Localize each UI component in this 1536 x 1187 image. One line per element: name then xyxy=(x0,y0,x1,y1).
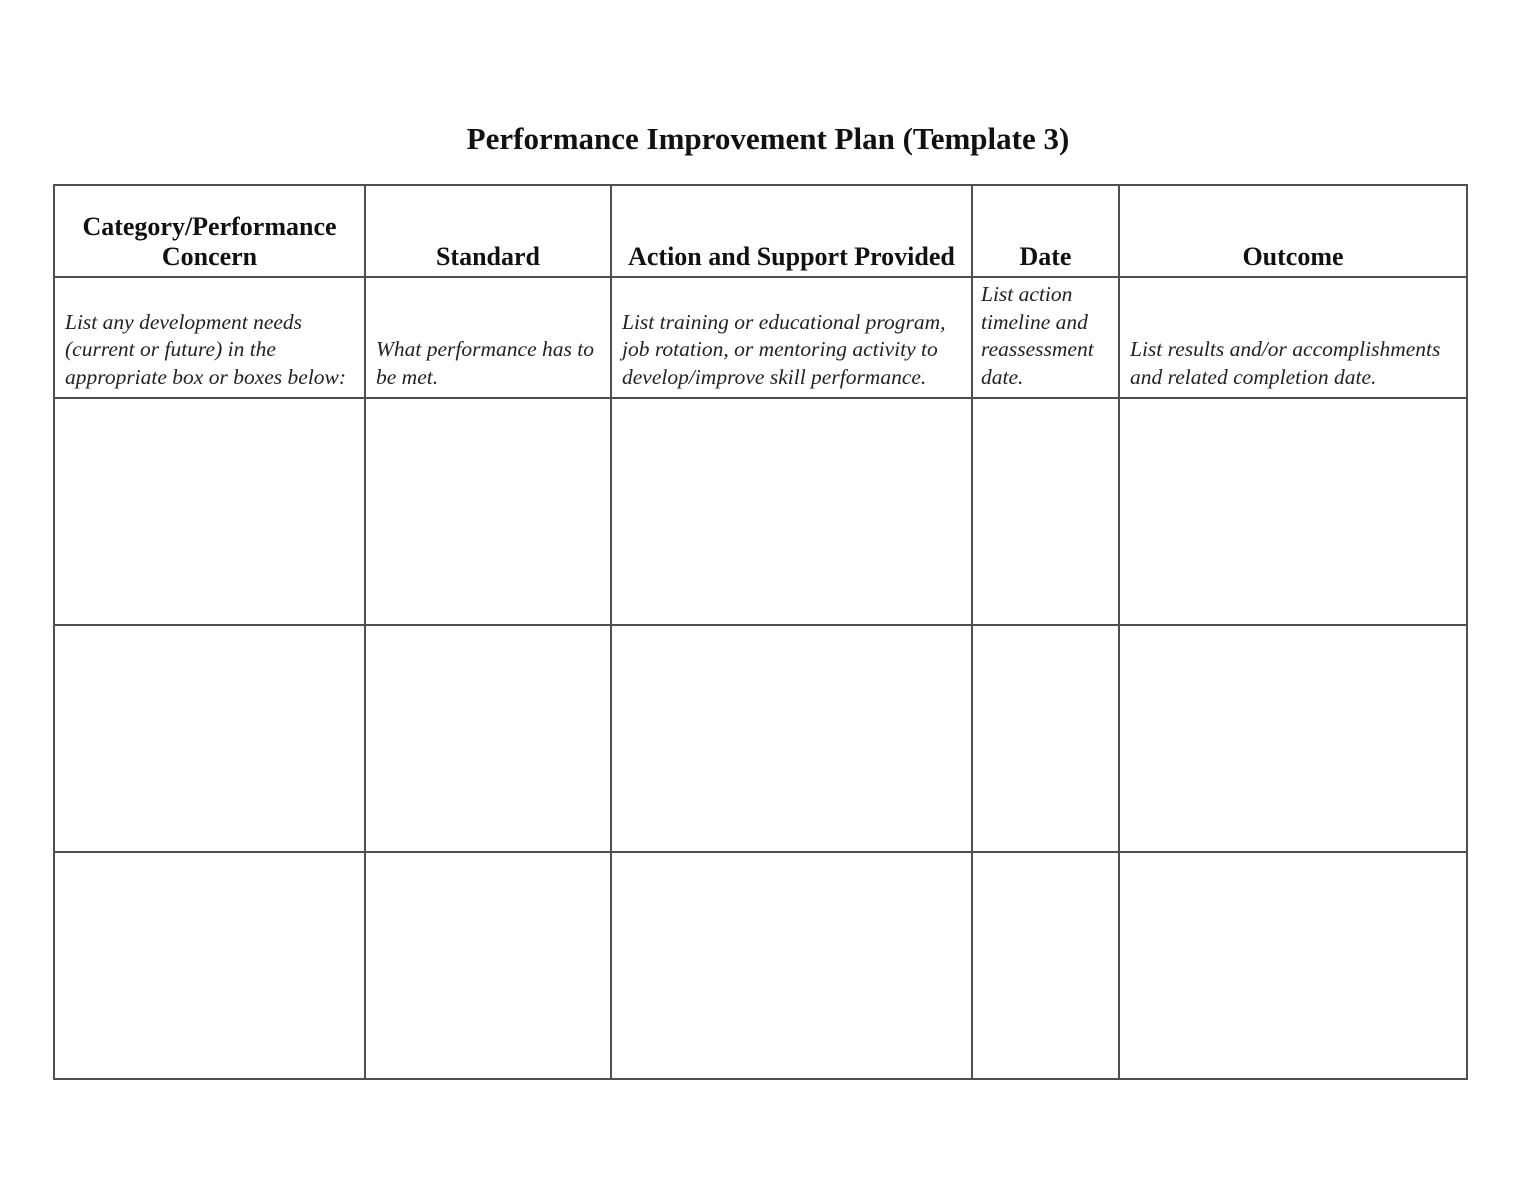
entry-cell-date xyxy=(972,852,1119,1079)
document-title: Performance Improvement Plan (Template 3) xyxy=(466,121,1070,156)
instruction-cell-date: List action timeline and reassessment date. xyxy=(972,277,1119,398)
entry-cell-category xyxy=(54,625,365,852)
table-row xyxy=(54,625,1467,852)
performance-improvement-plan-table xyxy=(53,184,1468,1080)
header-cell-outcome: Outcome xyxy=(1119,185,1467,277)
instruction-cell-standard: What performance has to be met. xyxy=(365,277,611,398)
entry-cell-category xyxy=(54,398,365,625)
header-cell-category-performance-concern: Category/Performance Concern xyxy=(54,185,365,277)
instruction-row xyxy=(54,277,1467,398)
entry-cell-action xyxy=(611,625,972,852)
header-cell-action-and-support-provided: Action and Support Provided xyxy=(611,185,972,277)
instruction-cell-outcome: List results and/or accomplishments and related completion date. xyxy=(1119,277,1467,398)
header-row xyxy=(54,185,1467,277)
entry-cell-standard xyxy=(365,625,611,852)
entry-cell-standard xyxy=(365,852,611,1079)
entry-cell-date xyxy=(972,398,1119,625)
entry-cell-outcome xyxy=(1119,852,1467,1079)
table-row xyxy=(54,852,1467,1079)
entry-cell-action xyxy=(611,852,972,1079)
entry-cell-date xyxy=(972,625,1119,852)
entry-cell-action xyxy=(611,398,972,625)
header-cell-date: Date xyxy=(972,185,1119,277)
header-cell-standard: Standard xyxy=(365,185,611,277)
entry-cell-category xyxy=(54,852,365,1079)
instruction-cell-category-performance-concern: List any development needs (current or future) in the appropriate box or boxes below: xyxy=(54,277,365,398)
entry-cell-standard xyxy=(365,398,611,625)
entry-cell-outcome xyxy=(1119,625,1467,852)
entry-cell-outcome xyxy=(1119,398,1467,625)
instruction-cell-action-and-support-provided: List training or educational program, job rotation, or mentoring activity to develop/improve skill performance. xyxy=(611,277,972,398)
table-row xyxy=(54,398,1467,625)
